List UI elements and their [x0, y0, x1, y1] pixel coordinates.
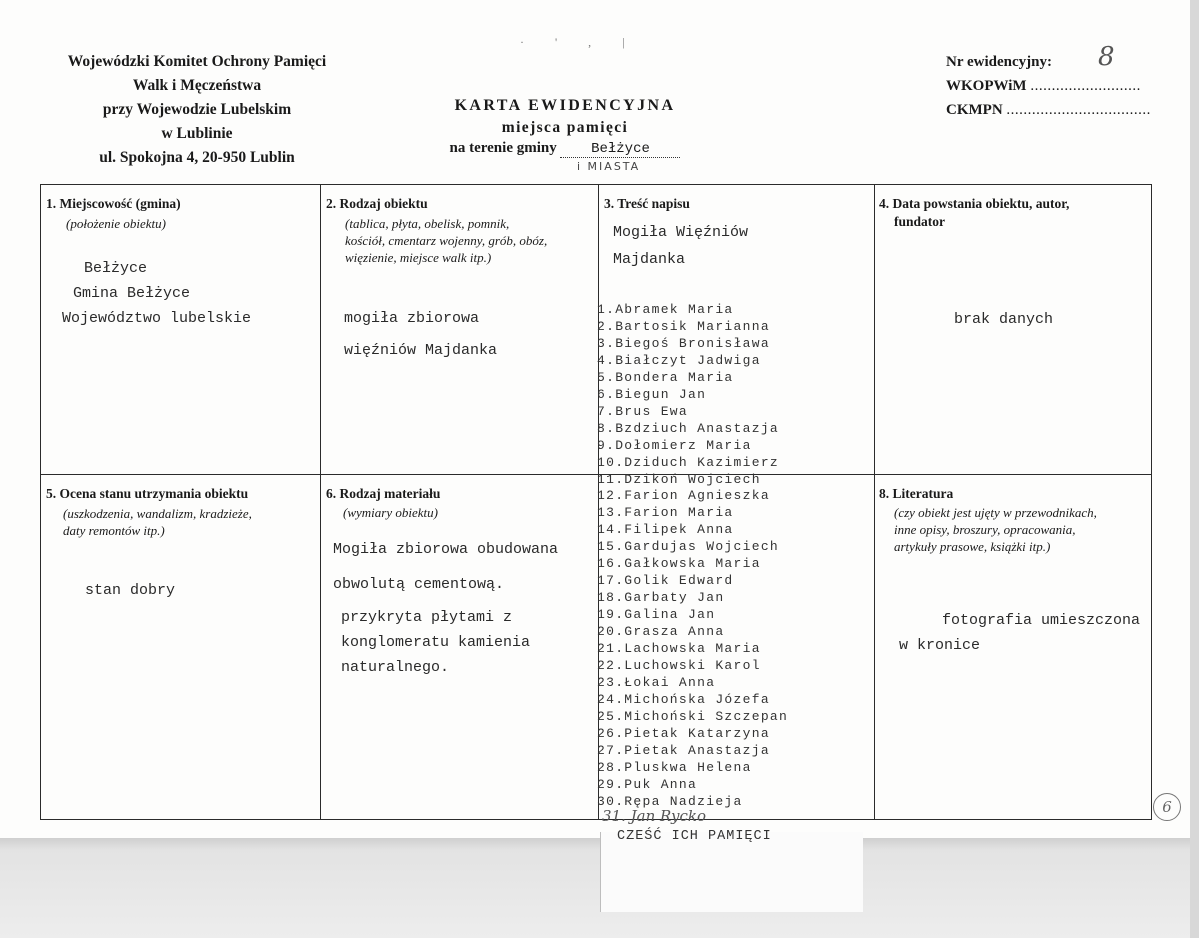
field-value: więźniów Majdanka	[344, 342, 498, 359]
field-hint: (tablica, płyta, obelisk, pomnik,	[345, 216, 510, 231]
field-value: brak danych	[954, 311, 1054, 328]
field-value: konglomeratu kamienia	[341, 634, 531, 651]
ckmpn-dots: ..................................	[1006, 102, 1151, 118]
organization-block	[40, 50, 354, 170]
field-hint: (wymiary obiektu)	[343, 505, 438, 520]
list-item: 27.Pietak Anastazja	[597, 742, 770, 758]
list-item: 1.Abramek Maria	[597, 302, 734, 317]
list-item: 3.Biegoś Bronisława	[597, 335, 770, 351]
wkopwim-row	[946, 74, 1151, 98]
field-material	[320, 474, 599, 820]
field-hint: (uszkodzenia, wandalizm, kradzieże,	[63, 506, 252, 521]
card-subtitle: miejsca pamięci	[501, 119, 629, 136]
org-line: w Lublinie	[161, 125, 233, 142]
wkopwim-dots: ..........................	[1030, 78, 1141, 94]
list-item: 29.Puk Anna	[597, 776, 698, 792]
list-item: 26.Pietak Katarzyna	[597, 725, 770, 741]
field-value: fotografia umieszczona	[942, 612, 1141, 629]
scan-edge	[1190, 0, 1199, 938]
list-item: 4.Białczyt Jadwiga	[597, 352, 761, 368]
ckmpn-label: CKMPN	[946, 102, 1003, 118]
ckmpn-row	[946, 98, 1151, 122]
list-item: 12.Farion Agnieszka	[597, 488, 770, 504]
list-item: 23.Łokai Anna	[597, 674, 716, 690]
card-title-block	[410, 97, 720, 158]
list-item: 14.Filipek Anna	[597, 522, 734, 538]
org-line: Walk i Męczeństwa	[132, 77, 262, 94]
field-value: Mogiła Więźniów	[613, 224, 749, 241]
field-title: 3. Treść napisu	[604, 196, 690, 211]
field-title: 8. Literatura	[879, 486, 954, 501]
card-title: KARTA EWIDENCYJNA	[454, 97, 676, 114]
reg-number-handwritten: 8	[1098, 42, 1115, 72]
gmina-value: Bełżyce	[560, 141, 680, 158]
field-value: Bełżyce	[84, 260, 148, 277]
field-hint: daty remontów itp.)	[63, 523, 165, 538]
field-title: 1. Miejscowość (gmina)	[46, 196, 181, 211]
field-value: obwolutą cementową.	[333, 576, 505, 593]
field-value: Majdanka	[613, 251, 686, 268]
scan-specks: · ' , |	[520, 35, 639, 49]
field-hint: kościół, cmentarz wojenny, grób, obóz,	[345, 233, 548, 248]
field-condition	[40, 474, 321, 820]
gmina-line	[410, 140, 720, 158]
field-creation-date	[874, 184, 1152, 475]
list-item: 7.Brus Ewa	[597, 403, 689, 419]
list-item: 10.Dziduch Kazimierz	[597, 454, 780, 470]
list-item: 30.Rępa Nadzieja	[597, 793, 743, 809]
field-value: w kronice	[899, 637, 981, 654]
field-title: 5. Ocena stanu utrzymania obiektu	[46, 486, 249, 501]
list-item: 18.Garbaty Jan	[597, 590, 725, 606]
gmina-handwritten: i MIASTA	[577, 160, 641, 173]
field-object-type	[320, 184, 599, 475]
field-value: Mogiła zbiorowa obudowana	[333, 541, 559, 558]
field-literature	[874, 474, 1152, 820]
field-value: Gmina Bełżyce	[73, 285, 191, 302]
list-item: 21.Lachowska Maria	[597, 641, 761, 657]
list-item: 28.Pluskwa Helena	[597, 759, 752, 775]
list-item: 17.Golik Edward	[597, 573, 734, 589]
org-line: przy Wojewodzie Lubelskim	[102, 101, 292, 118]
list-item: 13.Farion Maria	[597, 505, 734, 521]
list-item: 16.Gałkowska Maria	[597, 556, 761, 572]
field-hint: inne opisy, broszury, opracowania,	[894, 522, 1076, 537]
list-item: 8.Bzdziuch Anastazja	[597, 420, 780, 436]
list-item: 2.Bartosik Marianna	[597, 318, 770, 334]
field-title: 2. Rodzaj obiektu	[326, 196, 428, 211]
closing-inscription: CZEŚĆ ICH PAMIĘCI	[617, 829, 772, 844]
field-value: przykryta płytami z	[341, 609, 513, 626]
field-location	[40, 184, 321, 475]
pasted-paper-strip	[600, 832, 863, 912]
list-item: 20.Grasza Anna	[597, 624, 725, 640]
field-hint: artykuły prasowe, książki itp.)	[894, 539, 1051, 554]
form-grid	[40, 184, 1152, 820]
field-value: mogiła zbiorowa	[344, 310, 480, 327]
org-line: Wojewódzki Komitet Ochrony Pamięci	[67, 53, 327, 70]
list-item: 5.Bondera Maria	[597, 369, 734, 385]
list-item: 22.Luchowski Karol	[597, 658, 761, 674]
field-value: naturalnego.	[341, 659, 450, 676]
registration-block	[946, 50, 1151, 122]
victims-list	[597, 302, 788, 811]
list-item: 9.Dołomierz Maria	[597, 437, 752, 453]
field-title: 6. Rodzaj materiału	[326, 486, 441, 501]
field-hint: więzienie, miejsce walk itp.)	[345, 250, 492, 265]
field-title: fundator	[894, 214, 946, 229]
field-title: 4. Data powstania obiektu, autor,	[879, 196, 1070, 211]
field-value: Województwo lubelskie	[62, 310, 252, 327]
list-item: 19.Galina Jan	[597, 607, 716, 623]
gmina-label: na terenie gminy	[449, 140, 557, 156]
field-value: stan dobry	[85, 582, 176, 599]
list-item: 24.Michońska Józefa	[597, 691, 770, 707]
wkopwim-label: WKOPWiM	[946, 78, 1027, 94]
page-mark-circled: 6	[1153, 793, 1181, 821]
reg-label: Nr ewidencyjny:	[946, 54, 1052, 70]
list-item: 15.Gardujas Wojciech	[597, 539, 780, 555]
field-hint: (położenie obiektu)	[66, 216, 166, 231]
org-line: ul. Spokojna 4, 20-950 Lublin	[99, 149, 295, 166]
field-hint: (czy obiekt jest ujęty w przewodnikach,	[894, 505, 1097, 520]
list-item: 6.Biegun Jan	[597, 386, 707, 402]
list-item: 11.Dzikoń Wojciech	[597, 471, 761, 487]
handwritten-name: 31. Jan Rycko	[602, 807, 707, 825]
list-item: 25.Michoński Szczepan	[597, 708, 789, 724]
